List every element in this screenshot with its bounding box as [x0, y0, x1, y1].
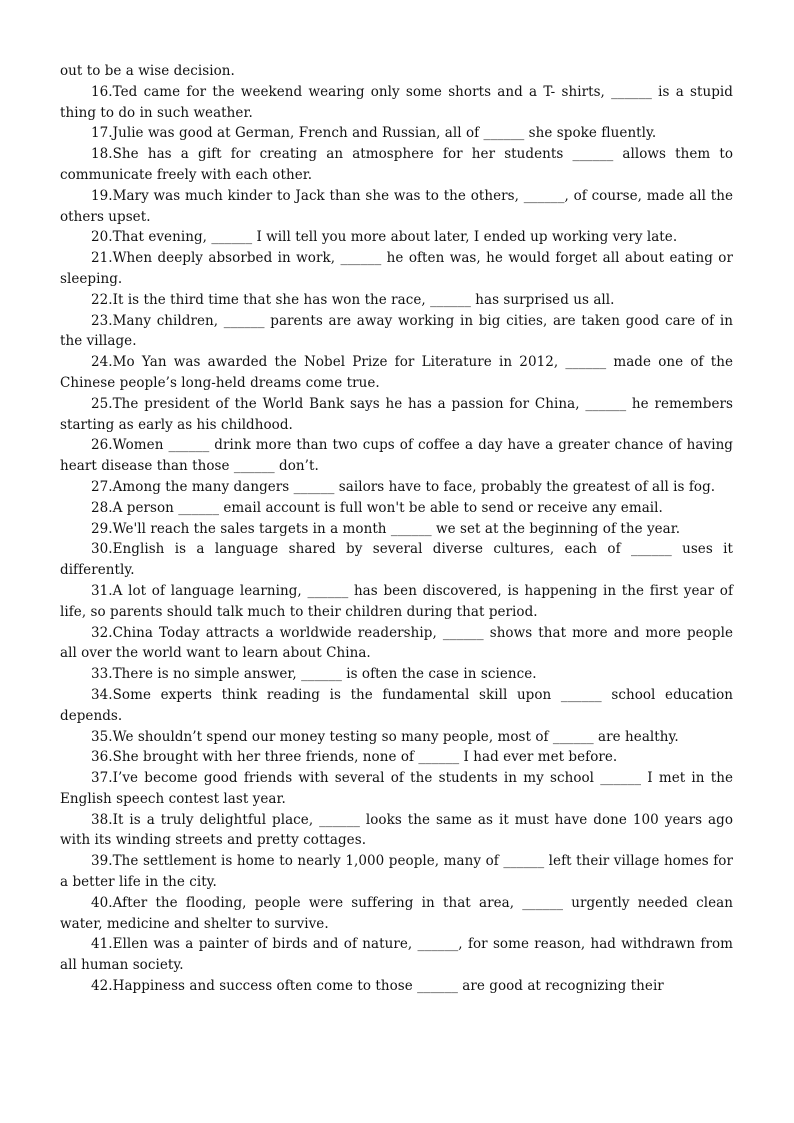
question-25: 25.The president of the World Bank says he has a passion for China, ______ he remembers starting as early as his childhood. [60, 395, 733, 433]
question-30: 30.English is a language shared by several diverse cultures, each of ______ uses it differently. [60, 541, 733, 579]
question-42: 42.Happiness and success often come to those ______ are good at recognizing their [91, 978, 664, 995]
question-36: 36.She brought with her three friends, none of ______ I had ever met before. [91, 749, 618, 766]
question-23: 23.Many children, ______ parents are away working in big cities, are taken good care of in the village. [60, 312, 733, 350]
question-41: 41.Ellen was a painter of birds and of nature, ______, for some reason, had withdrawn from all human society. [60, 936, 733, 974]
question-22: 22.It is the third time that she has won the race, ______ has surprised us all. [91, 291, 615, 308]
document-body [60, 61, 733, 997]
question-40: 40.After the flooding, people were suffering in that area, ______ urgently needed clean water, medicine and shelter to survive. [60, 894, 733, 932]
question-34: 34.Some experts think reading is the fundamental skill upon ______ school education depends. [60, 686, 733, 724]
question-32: 32.China Today attracts a worldwide readership, ______ shows that more and more people all over the world want to learn about China. [60, 624, 733, 662]
question-28: 28.A person ______ email account is full won't be able to send or receive any email. [91, 499, 663, 516]
question-17: 17.Julie was good at German, French and Russian, all of ______ she spoke fluently. [91, 125, 657, 142]
question-39: 39.The settlement is home to nearly 1,000 people, many of ______ left their village homes for a better life in the city. [60, 853, 733, 891]
question-21: 21.When deeply absorbed in work, ______ he often was, he would forget all about eating or sleeping. [60, 250, 733, 287]
question-37: 37.I’ve become good friends with several of the students in my school ______ I met in the English speech contest last year. [60, 770, 733, 807]
question-35: 35.We shouldn’t spend our money testing so many people, most of ______ are healthy. [91, 728, 679, 745]
question-31: 31.A lot of language learning, ______ has been discovered, is happening in the first year of life, so parents should talk much to their children during that period. [60, 582, 733, 620]
question-24: 24.Mo Yan was awarded the Nobel Prize for Literature in 2012, ______ made one of the Chinese people’s long-held dreams come true. [60, 354, 733, 391]
question-33: 33.There is no simple answer, ______ is often the case in science. [91, 666, 537, 683]
question-19: 19.Mary was much kinder to Jack than she was to the others, ______, of course, made all the others upset. [60, 187, 733, 225]
question-27: 27.Among the many dangers ______ sailors have to face, probably the greatest of all is fog. [91, 478, 716, 495]
continuation-line: out to be a wise decision. [60, 63, 235, 79]
question-20: 20.That evening, ______ I will tell you more about later, I ended up working very late. [91, 229, 678, 246]
question-16: 16.Ted came for the weekend wearing only some shorts and a T- shirts, ______ is a stupid thing to do in such weather. [60, 83, 733, 121]
question-18: 18.She has a gift for creating an atmosphere for her students ______ allows them to communicate freely with each other. [60, 146, 733, 183]
question-26: 26.Women ______ drink more than two cups of coffee a day have a greater chance of having heart disease than those ______ don’t. [60, 437, 733, 475]
question-29: 29.We'll reach the sales targets in a month ______ we set at the beginning of the year. [91, 520, 681, 537]
question-38: 38.It is a truly delightful place, ______ looks the same as it must have done 100 years ago with its winding streets and pretty cottages. [60, 811, 733, 849]
